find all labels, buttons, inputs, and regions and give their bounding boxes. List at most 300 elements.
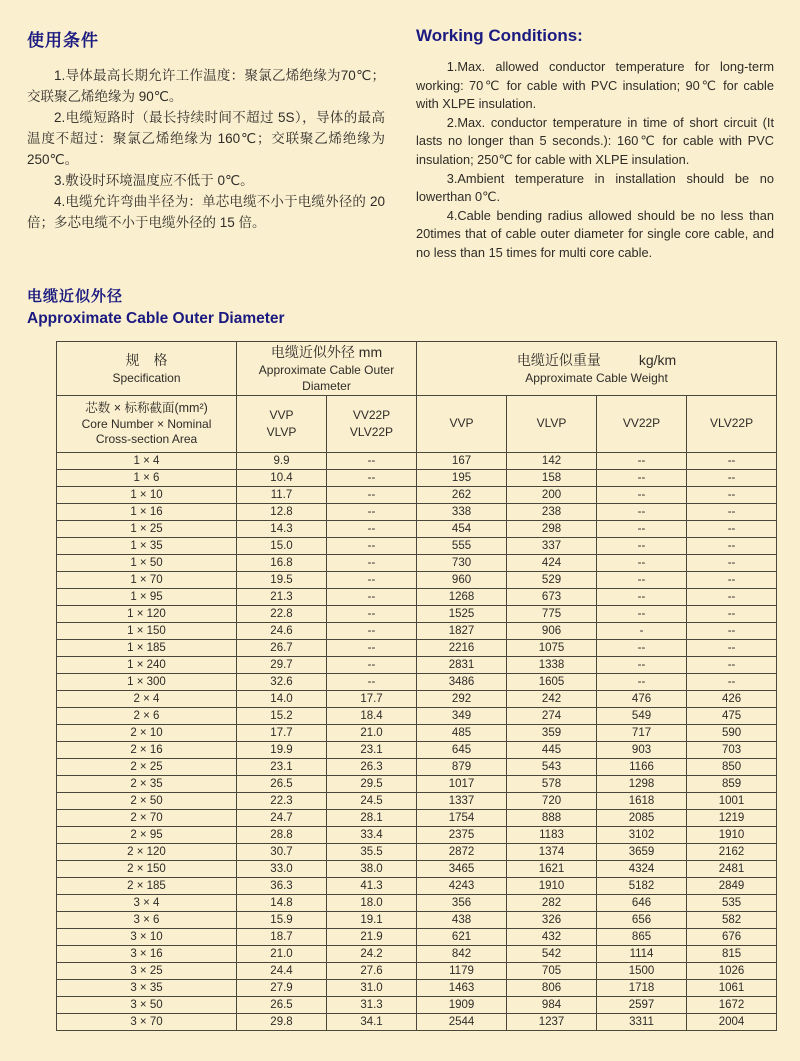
value-cell: 775 xyxy=(507,605,597,622)
value-cell: 38.0 xyxy=(327,860,417,877)
spec-cell: 3 × 70 xyxy=(57,1013,237,1030)
table-row xyxy=(57,690,777,707)
value-cell: 1910 xyxy=(507,877,597,894)
value-cell: 21.9 xyxy=(327,928,417,945)
value-cell: -- xyxy=(597,452,687,469)
value-cell: 2162 xyxy=(687,843,777,860)
value-cell: 438 xyxy=(417,911,507,928)
top-text-area xyxy=(0,0,800,263)
value-cell: 426 xyxy=(687,690,777,707)
value-cell: 1754 xyxy=(417,809,507,826)
value-cell: 445 xyxy=(507,741,597,758)
value-cell: 960 xyxy=(417,571,507,588)
value-cell: 35.5 xyxy=(327,843,417,860)
value-cell: 859 xyxy=(687,775,777,792)
value-cell: 1605 xyxy=(507,673,597,690)
table-row xyxy=(57,911,777,928)
value-cell: 432 xyxy=(507,928,597,945)
value-cell: 2085 xyxy=(597,809,687,826)
value-cell: 454 xyxy=(417,520,507,537)
value-cell: - xyxy=(597,622,687,639)
value-cell: -- xyxy=(687,656,777,673)
value-cell: -- xyxy=(687,639,777,656)
value-cell: 888 xyxy=(507,809,597,826)
value-cell: 18.4 xyxy=(327,707,417,724)
table-row xyxy=(57,996,777,1013)
value-cell: 555 xyxy=(417,537,507,554)
diameter-col-0-line2: VLVP xyxy=(266,424,297,439)
value-cell: -- xyxy=(687,503,777,520)
value-cell: 842 xyxy=(417,945,507,962)
value-cell: 19.9 xyxy=(237,741,327,758)
value-cell: 3311 xyxy=(597,1013,687,1030)
spec-cell: 2 × 6 xyxy=(57,707,237,724)
value-cell: -- xyxy=(687,554,777,571)
value-cell: -- xyxy=(687,486,777,503)
value-cell: 27.6 xyxy=(327,962,417,979)
spec-header-en: Specification xyxy=(112,371,181,386)
value-cell: 1374 xyxy=(507,843,597,860)
weight-header-unit: kg/km xyxy=(638,352,677,369)
table-row xyxy=(57,452,777,469)
spec-cell: 1 × 185 xyxy=(57,639,237,656)
value-cell: 717 xyxy=(597,724,687,741)
table-row xyxy=(57,588,777,605)
value-cell: 2831 xyxy=(417,656,507,673)
value-cell: -- xyxy=(327,571,417,588)
value-cell: -- xyxy=(327,503,417,520)
value-cell: 337 xyxy=(507,537,597,554)
value-cell: 720 xyxy=(507,792,597,809)
value-cell: 475 xyxy=(687,707,777,724)
value-cell: -- xyxy=(597,554,687,571)
working-conditions-section xyxy=(416,26,774,263)
value-cell: 30.7 xyxy=(237,843,327,860)
value-cell: -- xyxy=(327,639,417,656)
value-cell: 200 xyxy=(507,486,597,503)
value-cell: 1463 xyxy=(417,979,507,996)
table-row xyxy=(57,962,777,979)
value-cell: 879 xyxy=(417,758,507,775)
table-row xyxy=(57,860,777,877)
value-cell: -- xyxy=(597,486,687,503)
value-cell: 14.0 xyxy=(237,690,327,707)
value-cell: 1337 xyxy=(417,792,507,809)
spec-cell: 2 × 185 xyxy=(57,877,237,894)
value-cell: -- xyxy=(687,605,777,622)
value-cell: 543 xyxy=(507,758,597,775)
value-cell: 1061 xyxy=(687,979,777,996)
value-cell: 673 xyxy=(507,588,597,605)
usage-conditions-paragraph-4: 4.电缆允许弯曲半径为：单芯电缆不小于电缆外径的 20 倍；多芯电缆不小于电缆外径的 15 倍。 xyxy=(27,194,385,230)
value-cell: 142 xyxy=(507,452,597,469)
value-cell: 5182 xyxy=(597,877,687,894)
value-cell: -- xyxy=(597,520,687,537)
value-cell: 2216 xyxy=(417,639,507,656)
spec-cell: 2 × 16 xyxy=(57,741,237,758)
value-cell: 24.5 xyxy=(327,792,417,809)
table-row xyxy=(57,741,777,758)
spec-cell: 1 × 50 xyxy=(57,554,237,571)
value-cell: 1026 xyxy=(687,962,777,979)
diameter-col-0-line1: VVP xyxy=(269,407,294,422)
value-cell: 26.3 xyxy=(327,758,417,775)
value-cell: -- xyxy=(327,554,417,571)
value-cell: 815 xyxy=(687,945,777,962)
value-cell: -- xyxy=(687,622,777,639)
value-cell: -- xyxy=(687,452,777,469)
value-cell: -- xyxy=(597,639,687,656)
value-cell: 676 xyxy=(687,928,777,945)
table-row xyxy=(57,724,777,741)
spec-cell: 3 × 10 xyxy=(57,928,237,945)
value-cell: 2849 xyxy=(687,877,777,894)
value-cell: 17.7 xyxy=(237,724,327,741)
value-cell: 424 xyxy=(507,554,597,571)
value-cell: 18.7 xyxy=(237,928,327,945)
value-cell: -- xyxy=(597,537,687,554)
weight-header-zh: 电缆近似重量 xyxy=(516,352,601,369)
value-cell: 27.9 xyxy=(237,979,327,996)
value-cell: 1338 xyxy=(507,656,597,673)
value-cell: 850 xyxy=(687,758,777,775)
value-cell: 242 xyxy=(507,690,597,707)
value-cell: 349 xyxy=(417,707,507,724)
value-cell: -- xyxy=(597,656,687,673)
spec-cell: 2 × 4 xyxy=(57,690,237,707)
value-cell: 17.7 xyxy=(327,690,417,707)
value-cell: 4324 xyxy=(597,860,687,877)
spec-subheader-en-2: Cross-section Area xyxy=(95,432,198,447)
diameter-col-1-line1: VV22P xyxy=(352,407,391,422)
value-cell: 359 xyxy=(507,724,597,741)
value-cell: -- xyxy=(327,486,417,503)
value-cell: -- xyxy=(327,605,417,622)
value-cell: 15.0 xyxy=(237,537,327,554)
value-cell: 298 xyxy=(507,520,597,537)
value-cell: 41.3 xyxy=(327,877,417,894)
weight-header-cell xyxy=(417,341,777,395)
value-cell: 3659 xyxy=(597,843,687,860)
value-cell: 15.9 xyxy=(237,911,327,928)
spec-cell: 2 × 50 xyxy=(57,792,237,809)
usage-conditions-paragraph-2: 2.电缆短路时（最长持续时间不超过 5S），导体的最高温度不超过：聚氯乙烯绝缘为 160℃；交联聚乙烯绝缘为 250℃。 xyxy=(27,110,385,167)
value-cell: 1500 xyxy=(597,962,687,979)
value-cell: 2481 xyxy=(687,860,777,877)
spec-cell: 3 × 50 xyxy=(57,996,237,1013)
table-section-heading xyxy=(27,285,800,328)
spec-cell: 1 × 35 xyxy=(57,537,237,554)
value-cell: 29.7 xyxy=(237,656,327,673)
table-row xyxy=(57,809,777,826)
value-cell: 535 xyxy=(687,894,777,911)
value-cell: 2544 xyxy=(417,1013,507,1030)
value-cell: 646 xyxy=(597,894,687,911)
table-row xyxy=(57,1013,777,1030)
usage-conditions-section xyxy=(27,26,385,263)
value-cell: 1237 xyxy=(507,1013,597,1030)
table-row xyxy=(57,622,777,639)
usage-conditions-title: 使用条件 xyxy=(27,31,99,50)
table-row xyxy=(57,554,777,571)
spec-cell: 1 × 25 xyxy=(57,520,237,537)
value-cell: 1001 xyxy=(687,792,777,809)
spec-cell: 3 × 35 xyxy=(57,979,237,996)
value-cell: 3102 xyxy=(597,826,687,843)
spec-cell: 2 × 10 xyxy=(57,724,237,741)
value-cell: 703 xyxy=(687,741,777,758)
value-cell: 23.1 xyxy=(327,741,417,758)
table-row xyxy=(57,792,777,809)
table-row xyxy=(57,775,777,792)
spec-cell: 1 × 6 xyxy=(57,469,237,486)
table-row xyxy=(57,537,777,554)
value-cell: 476 xyxy=(597,690,687,707)
value-cell: 14.8 xyxy=(237,894,327,911)
table-body xyxy=(57,452,777,1030)
value-cell: 195 xyxy=(417,469,507,486)
value-cell: 24.2 xyxy=(327,945,417,962)
value-cell: 1910 xyxy=(687,826,777,843)
value-cell: 356 xyxy=(417,894,507,911)
value-cell: -- xyxy=(687,673,777,690)
value-cell: 19.1 xyxy=(327,911,417,928)
spec-cell: 1 × 70 xyxy=(57,571,237,588)
spec-subheader-zh: 芯数 × 标称截面(mm²) xyxy=(85,401,208,416)
value-cell: 542 xyxy=(507,945,597,962)
value-cell: -- xyxy=(327,588,417,605)
value-cell: 1114 xyxy=(597,945,687,962)
spec-cell: 1 × 95 xyxy=(57,588,237,605)
value-cell: 26.7 xyxy=(237,639,327,656)
value-cell: -- xyxy=(597,673,687,690)
value-cell: 1618 xyxy=(597,792,687,809)
value-cell: -- xyxy=(687,588,777,605)
table-header-row-2 xyxy=(57,395,777,452)
value-cell: 18.0 xyxy=(327,894,417,911)
value-cell: -- xyxy=(597,605,687,622)
working-conditions-paragraph-1: 1.Max. allowed conductor temperature for long-term working: 70℃ for cable with PVC insulation; 90℃ for cable with XLPE insulation. xyxy=(416,59,774,112)
spec-subheader-cell xyxy=(57,395,237,452)
weight-col-header-vlvp: VLVP xyxy=(507,395,597,452)
value-cell: -- xyxy=(687,520,777,537)
value-cell: 906 xyxy=(507,622,597,639)
table-row xyxy=(57,605,777,622)
spec-cell: 3 × 25 xyxy=(57,962,237,979)
value-cell: 1525 xyxy=(417,605,507,622)
value-cell: -- xyxy=(687,469,777,486)
value-cell: 14.3 xyxy=(237,520,327,537)
value-cell: 28.1 xyxy=(327,809,417,826)
table-row xyxy=(57,656,777,673)
value-cell: 16.8 xyxy=(237,554,327,571)
weight-header-en: Approximate Cable Weight xyxy=(525,371,668,386)
value-cell: 1075 xyxy=(507,639,597,656)
value-cell: 730 xyxy=(417,554,507,571)
value-cell: 485 xyxy=(417,724,507,741)
value-cell: 326 xyxy=(507,911,597,928)
spec-cell: 1 × 300 xyxy=(57,673,237,690)
spec-cell: 3 × 16 xyxy=(57,945,237,962)
table-row xyxy=(57,673,777,690)
spec-cell: 2 × 120 xyxy=(57,843,237,860)
value-cell: -- xyxy=(327,537,417,554)
value-cell: 578 xyxy=(507,775,597,792)
working-conditions-paragraph-3: 3.Ambient temperature in installation should be no lowerthan 0℃. xyxy=(416,170,774,205)
working-conditions-paragraph-4: 4.Cable bending radius allowed should be no less than 20times that of cable outer diameter for single core cable, and no less than 15 times for multi core cable. xyxy=(416,207,774,260)
value-cell: 36.3 xyxy=(237,877,327,894)
table-row xyxy=(57,503,777,520)
value-cell: 262 xyxy=(417,486,507,503)
value-cell: 1621 xyxy=(507,860,597,877)
value-cell: 21.0 xyxy=(237,945,327,962)
value-cell: 24.7 xyxy=(237,809,327,826)
value-cell: 26.5 xyxy=(237,775,327,792)
value-cell: 26.5 xyxy=(237,996,327,1013)
value-cell: 32.6 xyxy=(237,673,327,690)
table-row xyxy=(57,469,777,486)
value-cell: 29.5 xyxy=(327,775,417,792)
value-cell: 582 xyxy=(687,911,777,928)
spec-cell: 2 × 95 xyxy=(57,826,237,843)
spec-cell: 1 × 150 xyxy=(57,622,237,639)
spec-cell: 2 × 35 xyxy=(57,775,237,792)
value-cell: 158 xyxy=(507,469,597,486)
value-cell: 621 xyxy=(417,928,507,945)
value-cell: -- xyxy=(327,452,417,469)
value-cell: 529 xyxy=(507,571,597,588)
value-cell: 1017 xyxy=(417,775,507,792)
spec-cell: 1 × 10 xyxy=(57,486,237,503)
weight-col-header-vlv22p: VLV22P xyxy=(687,395,777,452)
diameter-col-header-vv22p-vlv22p xyxy=(327,395,417,452)
value-cell: 34.1 xyxy=(327,1013,417,1030)
value-cell: 2004 xyxy=(687,1013,777,1030)
value-cell: 4243 xyxy=(417,877,507,894)
table-row xyxy=(57,758,777,775)
section-title-zh: 电缆近似外径 xyxy=(27,287,124,305)
weight-col-header-vv22p: VV22P xyxy=(597,395,687,452)
value-cell: 865 xyxy=(597,928,687,945)
table-row xyxy=(57,571,777,588)
value-cell: 12.8 xyxy=(237,503,327,520)
table-header-row-1 xyxy=(57,341,777,395)
value-cell: 9.9 xyxy=(237,452,327,469)
working-conditions-title: Working Conditions: xyxy=(416,26,583,45)
value-cell: -- xyxy=(327,622,417,639)
diameter-col-header-vvp-vlvp xyxy=(237,395,327,452)
spec-cell: 1 × 240 xyxy=(57,656,237,673)
value-cell: 1672 xyxy=(687,996,777,1013)
value-cell: 338 xyxy=(417,503,507,520)
spec-cell: 1 × 4 xyxy=(57,452,237,469)
table-row xyxy=(57,894,777,911)
usage-conditions-paragraph-1: 1.导体最高长期允许工作温度：聚氯乙烯绝缘为70℃；交联聚乙烯绝缘为 90℃。 xyxy=(27,68,385,104)
working-conditions-paragraph-2: 2.Max. conductor temperature in time of short circuit (It lasts no longer than 5 seconds.): 160℃ for cable with PVC insulation; 250℃ for cable with XLPE insulation. xyxy=(416,114,774,167)
value-cell: 292 xyxy=(417,690,507,707)
value-cell: 238 xyxy=(507,503,597,520)
spec-cell: 3 × 6 xyxy=(57,911,237,928)
table-row xyxy=(57,486,777,503)
table-row xyxy=(57,877,777,894)
cable-spec-table xyxy=(56,341,777,1031)
diameter-header-en: Approximate Cable Outer Diameter xyxy=(258,363,395,394)
value-cell: 21.3 xyxy=(237,588,327,605)
spec-cell: 3 × 4 xyxy=(57,894,237,911)
value-cell: 22.8 xyxy=(237,605,327,622)
value-cell: 1219 xyxy=(687,809,777,826)
value-cell: 705 xyxy=(507,962,597,979)
value-cell: 3486 xyxy=(417,673,507,690)
spec-cell: 2 × 70 xyxy=(57,809,237,826)
value-cell: -- xyxy=(327,656,417,673)
value-cell: 2597 xyxy=(597,996,687,1013)
value-cell: 1827 xyxy=(417,622,507,639)
value-cell: 1909 xyxy=(417,996,507,1013)
value-cell: -- xyxy=(597,571,687,588)
value-cell: 984 xyxy=(507,996,597,1013)
usage-conditions-paragraph-3: 3.敷设时环境温度应不低于 0℃。 xyxy=(54,173,254,188)
value-cell: 549 xyxy=(597,707,687,724)
value-cell: 167 xyxy=(417,452,507,469)
value-cell: 33.0 xyxy=(237,860,327,877)
value-cell: -- xyxy=(327,673,417,690)
value-cell: 1166 xyxy=(597,758,687,775)
table-row xyxy=(57,707,777,724)
value-cell: 1298 xyxy=(597,775,687,792)
weight-col-header-vvp: VVP xyxy=(417,395,507,452)
diameter-col-1-line2: VLV22P xyxy=(349,424,394,439)
value-cell: 806 xyxy=(507,979,597,996)
table-row xyxy=(57,826,777,843)
value-cell: 11.7 xyxy=(237,486,327,503)
value-cell: 1718 xyxy=(597,979,687,996)
value-cell: 645 xyxy=(417,741,507,758)
value-cell: -- xyxy=(597,588,687,605)
diameter-header-cell xyxy=(237,341,417,395)
spec-cell: 2 × 25 xyxy=(57,758,237,775)
spec-header-cell xyxy=(57,341,237,395)
value-cell: -- xyxy=(597,503,687,520)
table-row xyxy=(57,945,777,962)
value-cell: -- xyxy=(687,537,777,554)
table-row xyxy=(57,843,777,860)
value-cell: 33.4 xyxy=(327,826,417,843)
value-cell: 23.1 xyxy=(237,758,327,775)
value-cell: 24.4 xyxy=(237,962,327,979)
spec-subheader-en-1: Core Number × Nominal xyxy=(81,417,212,432)
value-cell: 590 xyxy=(687,724,777,741)
value-cell: 2375 xyxy=(417,826,507,843)
spec-cell: 1 × 120 xyxy=(57,605,237,622)
value-cell: 656 xyxy=(597,911,687,928)
section-title-en: Approximate Cable Outer Diameter xyxy=(27,309,285,327)
value-cell: -- xyxy=(327,469,417,486)
value-cell: -- xyxy=(687,571,777,588)
value-cell: 28.8 xyxy=(237,826,327,843)
table-row xyxy=(57,520,777,537)
value-cell: 274 xyxy=(507,707,597,724)
value-cell: 15.2 xyxy=(237,707,327,724)
value-cell: 1183 xyxy=(507,826,597,843)
value-cell: 1268 xyxy=(417,588,507,605)
value-cell: 2872 xyxy=(417,843,507,860)
table-row xyxy=(57,979,777,996)
value-cell: -- xyxy=(327,520,417,537)
value-cell: 10.4 xyxy=(237,469,327,486)
value-cell: 31.3 xyxy=(327,996,417,1013)
value-cell: 903 xyxy=(597,741,687,758)
